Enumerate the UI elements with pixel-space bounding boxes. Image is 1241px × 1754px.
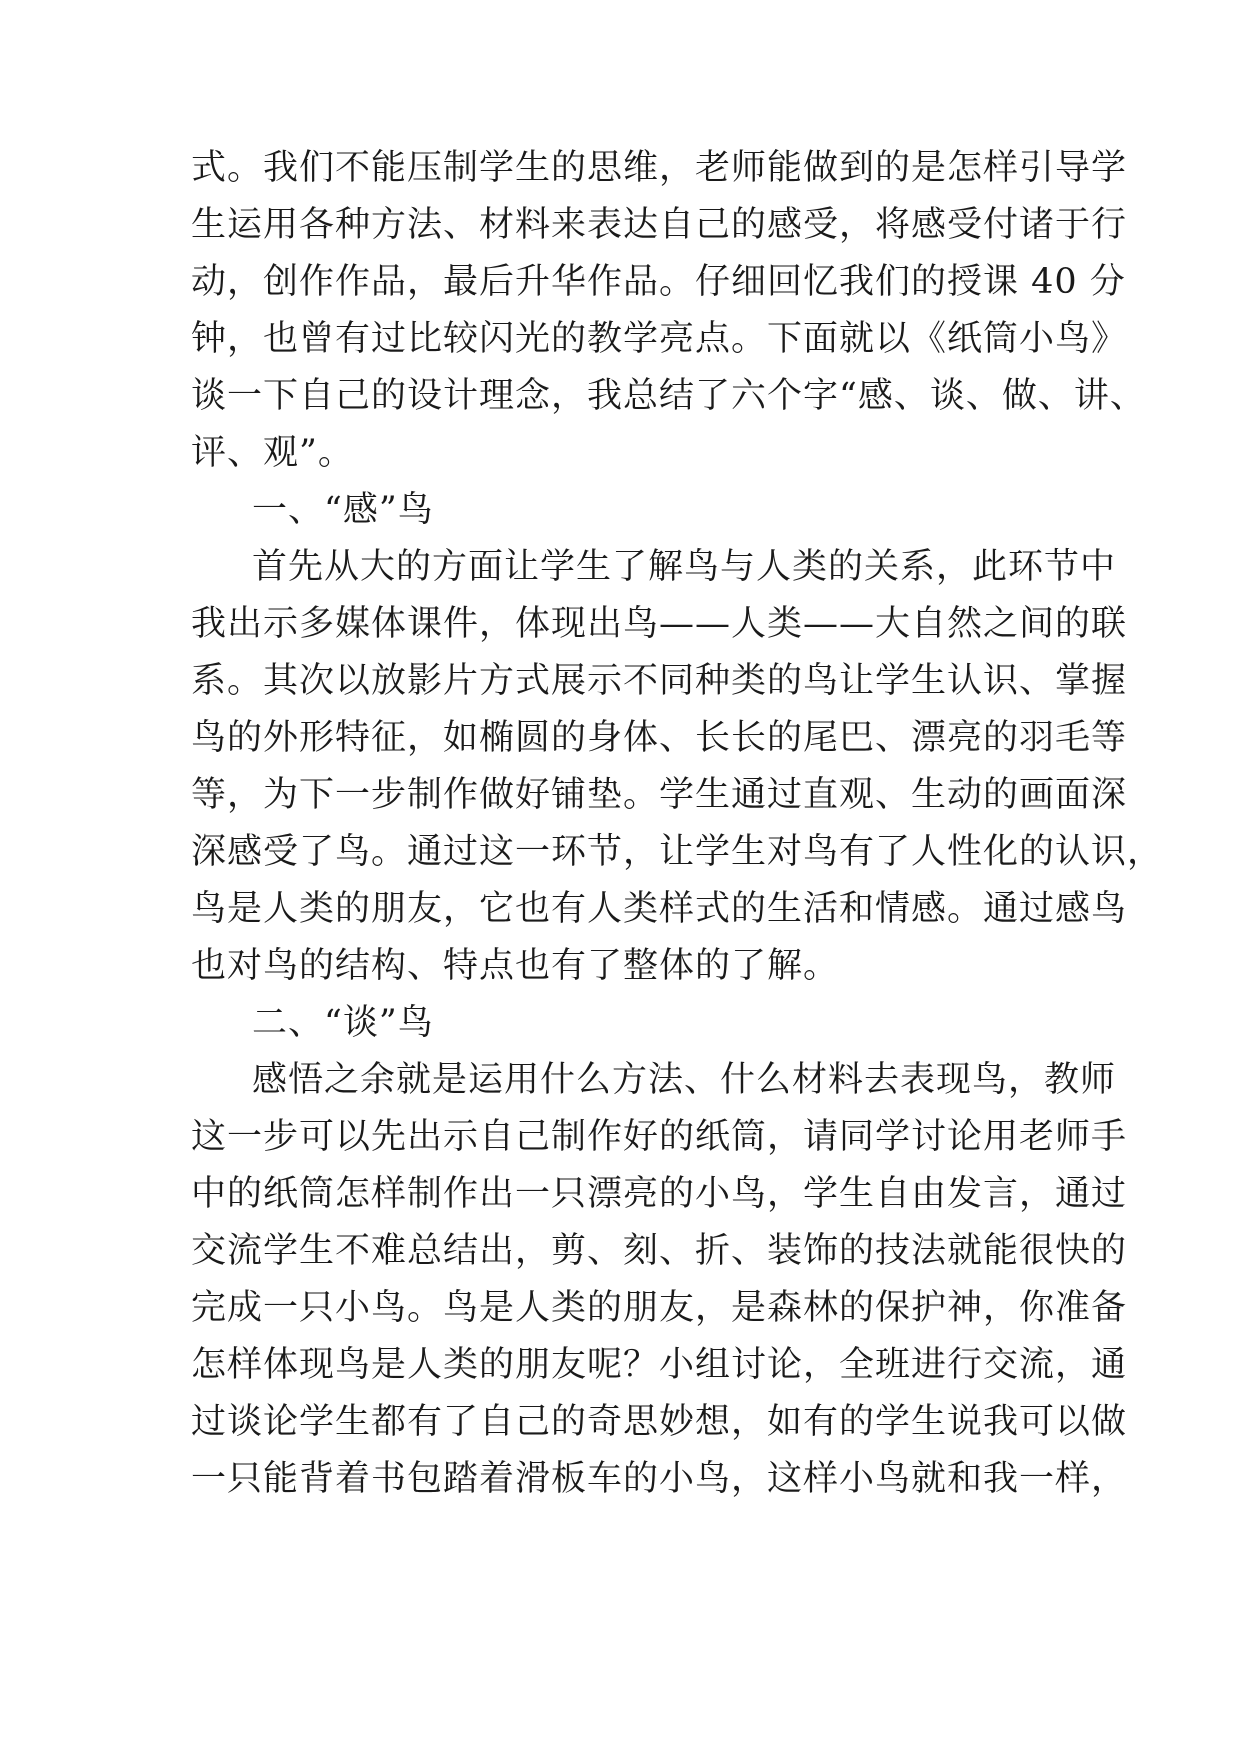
- section-heading-2: 二、“谈”鸟: [252, 1003, 434, 1043]
- body-text-line: 式。我们不能压制学生的思维，老师能做到的是怎样引导学: [191, 148, 1128, 188]
- body-text-line: 鸟的外形特征，如椭圆的身体、长长的尾巴、漂亮的羽毛等: [191, 718, 1128, 758]
- body-text-line: 一只能背着书包踏着滑板车的小鸟，这样小鸟就和我一样，: [191, 1459, 1128, 1499]
- body-text-line: 动，创作作品，最后升华作品。仔细回忆我们的授课 40 分: [191, 262, 1126, 302]
- body-text-line: 也对鸟的结构、特点也有了整体的了解。: [191, 946, 840, 986]
- body-text-line: 等，为下一步制作做好铺垫。学生通过直观、生动的画面深: [191, 775, 1128, 815]
- body-text-line: 首先从大的方面让学生了解鸟与人类的关系，此环节中: [252, 547, 1117, 587]
- body-text-line: 中的纸筒怎样制作出一只漂亮的小鸟，学生自由发言，通过: [191, 1174, 1128, 1214]
- body-text-line: 这一步可以先出示自己制作好的纸筒，请同学讨论用老师手: [191, 1117, 1128, 1157]
- body-text-line: 完成一只小鸟。鸟是人类的朋友，是森林的保护神，你准备: [191, 1288, 1128, 1328]
- body-text-line: 感悟之余就是运用什么方法、什么材料去表现鸟，教师: [252, 1060, 1117, 1100]
- body-text-line: 怎样体现鸟是人类的朋友呢？小组讨论，全班进行交流，通: [191, 1345, 1128, 1385]
- body-text-line: 交流学生不难总结出，剪、刻、折、装饰的技法就能很快的: [191, 1231, 1128, 1271]
- body-text-line: 我出示多媒体课件，体现出鸟——人类——大自然之间的联: [191, 604, 1128, 644]
- body-text-line: 鸟是人类的朋友，它也有人类样式的生活和情感。通过感鸟: [191, 889, 1128, 929]
- body-text-line: 钟，也曾有过比较闪光的教学亮点。下面就以《纸筒小鸟》: [191, 319, 1128, 359]
- section-heading-1: 一、“感”鸟: [252, 490, 434, 530]
- body-text-line: 深感受了鸟。通过这一环节，让学生对鸟有了人性化的认识，: [191, 832, 1164, 872]
- body-text-line: 评、观”。: [191, 433, 354, 473]
- body-text-line: 生运用各种方法、材料来表达自己的感受，将感受付诸于行: [191, 205, 1128, 245]
- body-text-line: 系。其次以放影片方式展示不同种类的鸟让学生认识、掌握: [191, 661, 1128, 701]
- body-text-line: 谈一下自己的设计理念，我总结了六个字“感、谈、做、讲、: [191, 376, 1146, 416]
- body-text-line: 过谈论学生都有了自己的奇思妙想，如有的学生说我可以做: [191, 1402, 1128, 1442]
